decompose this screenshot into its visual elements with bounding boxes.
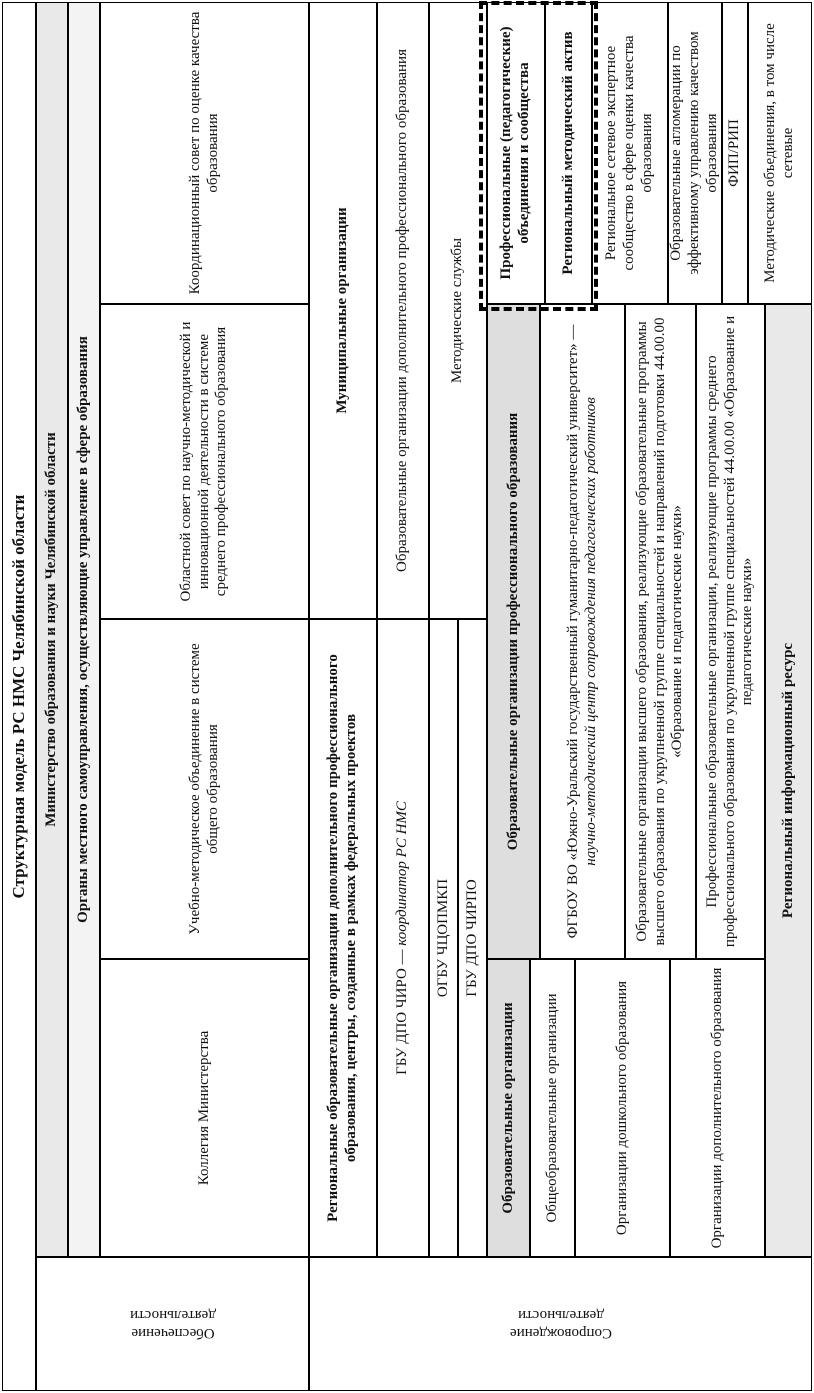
- cell-general-edu-orgs: Общеобразовательные организации: [530, 959, 575, 1257]
- cell-coordination-council: Координационный совет по оценке качества образования: [100, 2, 309, 304]
- section-label-obespechenie-text: Обеспечение деятельности: [129, 1307, 216, 1341]
- cell-umo: Учебно-методическое объединение в системе общего образования: [100, 619, 309, 959]
- cell-municipal-dpo: Образовательные организации дополнительного профессионального образования: [377, 2, 429, 619]
- cell-regional-spo-council: Областной совет по научно-методической и инновационной деятельности в системе среднего профессионального образования: [100, 304, 309, 619]
- cell-chirpo: ГБУ ДПО ЧИРПО: [458, 619, 487, 1257]
- cell-spo-orgs: Профессиональные образовательные организации, реализующие программы среднего профессионального образования по укрупненной группе специальностей 44.00.00 «Образование и педагогические науки»: [696, 304, 765, 959]
- cell-additional-edu-orgs: Организации дополнительного образования: [670, 959, 765, 1257]
- cell-prof-edu-header: Образовательные организации профессионального образования: [487, 304, 540, 959]
- cell-info-resource: Региональный информационный ресурс: [765, 304, 812, 1257]
- cell-metod-unions: Методические объединения, в том числе сетевые: [748, 2, 812, 304]
- cell-expert-community: Региональное сетевое экспертное сообщество в сфере оценки качества образования: [592, 2, 668, 304]
- cell-metod-aktiv: Региональный методический актив: [545, 2, 592, 304]
- cell-preschool-orgs: Организации дошкольного образования: [575, 959, 670, 1257]
- diagram-title: Структурная модель РС НМС Челябинской области: [2, 2, 36, 1391]
- section-label-obespechenie: [36, 1257, 309, 1391]
- cell-kollegiya: Коллегия Министерства: [100, 959, 309, 1257]
- section-label-soprovozhdenie-text: Сопровождение деятельности: [509, 1307, 612, 1341]
- cell-edu-orgs-header: Образовательные организации: [487, 959, 530, 1257]
- cell-regional-orgs-header: Региональные образовательные организации дополнительного профессионального образования, центры, созданные в рамках федеральных проектов: [309, 619, 377, 1257]
- section-label-soprovozhdenie: [309, 1257, 812, 1391]
- university-label: [565, 312, 600, 951]
- university-name: ФГБОУ ВО «Южно-Уральский государственный гуманитарно-педагогический университет» —: [564, 324, 581, 939]
- cell-aglomeracii: Образовательные агломерации по эффективному управлению качеством образования: [668, 2, 722, 304]
- chiro-role: координатор РС НМС: [394, 801, 411, 946]
- cell-ministry: Министерство образования и науки Челябинской области: [36, 2, 68, 1257]
- cell-fip-rip: ФИП/РИП: [722, 2, 748, 304]
- cell-metod-services: Методические службы: [429, 2, 487, 619]
- chiro-label: [394, 801, 412, 1075]
- cell-higher-edu-orgs: Образовательные организации высшего образования, реализующие образовательные программы высшего образования по укрупненной группе специальностей и направлений подготовки 44.00.00 «Образование и педагогические науки»: [625, 304, 696, 959]
- cell-municipal-orgs-header: Муниципальные организации: [309, 2, 377, 619]
- university-role: научно-методический центр сопровождения педагогических работников: [582, 397, 599, 866]
- cell-university: [540, 304, 625, 959]
- cell-chiro: [377, 619, 429, 1257]
- cell-communities-header: Профессиональные (педагогические) объединения и сообщества: [487, 2, 545, 304]
- cell-chtsopmkp: ОГБУ ЧЦОПМКП: [429, 619, 458, 1257]
- cell-local-government: Органы местного самоуправления, осуществляющие управление в сфере образования: [68, 2, 100, 1257]
- chiro-name: ГБУ ДПО ЧИРО —: [394, 945, 411, 1075]
